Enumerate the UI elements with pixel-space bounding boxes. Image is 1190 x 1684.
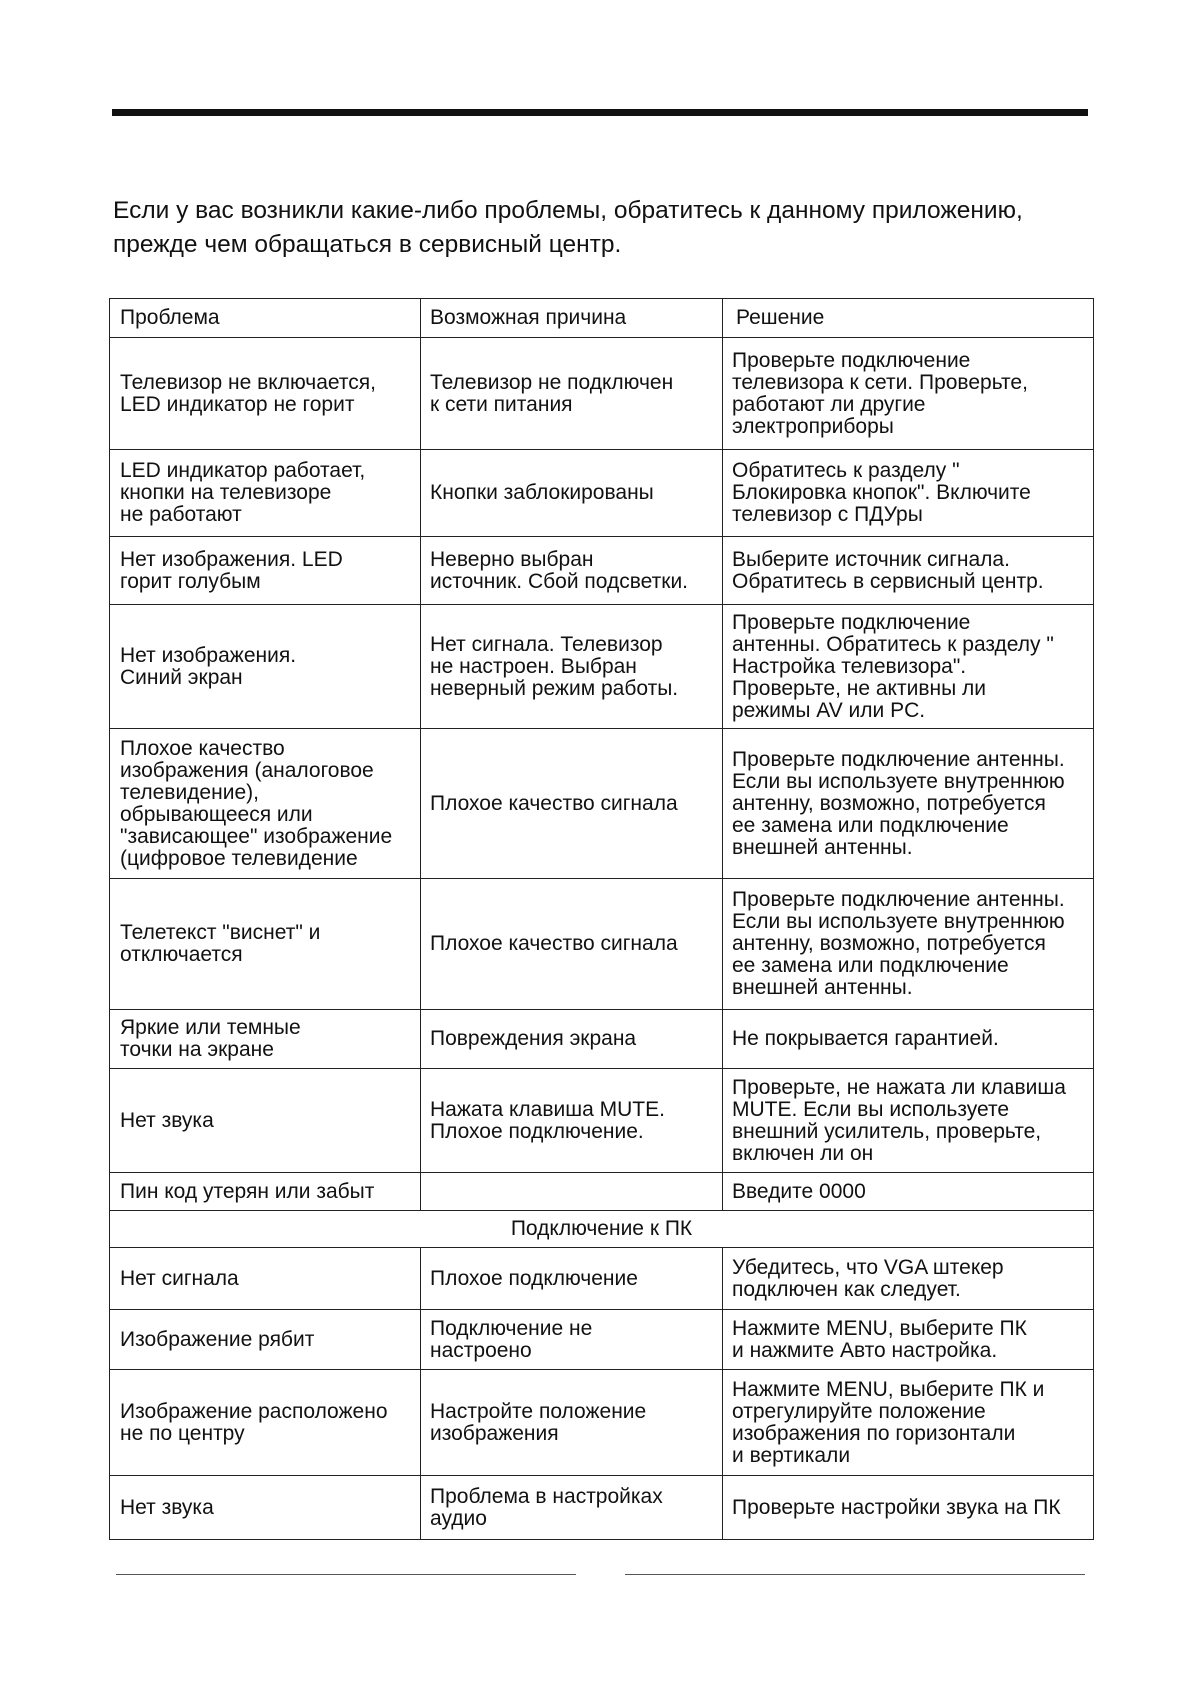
cell-problem: Пин код утерян или забыт xyxy=(110,1173,421,1211)
intro-paragraph: Если у вас возникли какие-либо проблемы, обратитесь к данному приложению, прежде чем обращаться в сервисный центр. xyxy=(113,197,1023,258)
cell-problem: Нет сигнала xyxy=(110,1248,421,1310)
cell-cause: Плохое качество сигнала xyxy=(421,729,723,879)
cell-solution: Проверьте подключение антенны. Если вы используете внутреннюю антенну, возможно, потребуется ее замена или подключение внешней антенны. xyxy=(723,879,1094,1010)
cell-problem: Нет изображения. LED горит голубым xyxy=(110,537,421,605)
cell-solution: Проверьте подключение антенны. Если вы используете внутреннюю антенну, возможно, потребуется ее замена или подключение внешней антенны. xyxy=(723,729,1094,879)
cell-problem: Нет звука xyxy=(110,1476,421,1540)
cell-problem: Изображение рябит xyxy=(110,1310,421,1370)
table-row xyxy=(110,1248,1094,1310)
cell-solution: Проверьте, не нажата ли клавиша MUTE. Если вы используете внешний усилитель, проверьте, включен ли он xyxy=(723,1069,1094,1173)
cell-cause: Настройте положение изображения xyxy=(421,1370,723,1476)
cell-solution: Введите 0000 xyxy=(723,1173,1094,1211)
cell-cause: Повреждения экрана xyxy=(421,1010,723,1069)
cell-solution: Нажмите MENU, выберите ПК и отрегулируйте положение изображения по горизонтали и вертикали xyxy=(723,1370,1094,1476)
table-row xyxy=(110,450,1094,537)
section-row xyxy=(110,1211,1094,1248)
cell-solution: Не покрывается гарантией. xyxy=(723,1010,1094,1069)
cell-solution: Проверьте подключение антенны. Обратитесь к разделу " Настройка телевизора". Проверьте, не активны ли режимы AV или PC. xyxy=(723,605,1094,729)
table-row xyxy=(110,1370,1094,1476)
cell-cause xyxy=(421,1173,723,1211)
table-row xyxy=(110,1069,1094,1173)
cell-problem: Нет звука xyxy=(110,1069,421,1173)
cell-solution: Проверьте подключение телевизора к сети. Проверьте, работают ли другие электроприборы xyxy=(723,338,1094,450)
header-problem: Проблема xyxy=(110,299,421,338)
table-row xyxy=(110,1173,1094,1211)
section-title-pc: Подключение к ПК xyxy=(110,1211,1094,1248)
header-cause: Возможная причина xyxy=(421,299,723,338)
table-row xyxy=(110,879,1094,1010)
cell-solution: Проверьте настройки звука на ПК xyxy=(723,1476,1094,1540)
table-row xyxy=(110,1010,1094,1069)
cell-problem: Телевизор не включается, LED индикатор не горит xyxy=(110,338,421,450)
troubleshooting-table xyxy=(109,298,1094,1540)
cell-cause: Нет сигнала. Телевизор не настроен. Выбран неверный режим работы. xyxy=(421,605,723,729)
table-header-row xyxy=(110,299,1094,338)
cell-cause: Плохое подключение xyxy=(421,1248,723,1310)
cell-problem: Изображение расположено не по центру xyxy=(110,1370,421,1476)
table-row xyxy=(110,537,1094,605)
header-solution: Решение xyxy=(723,299,1094,338)
table-row xyxy=(110,1476,1094,1540)
cell-problem: Плохое качество изображения (аналоговое телевидение), обрывающееся или "зависающее" изображение (цифровое телевидение xyxy=(110,729,421,879)
cell-cause: Неверно выбран источник. Сбой подсветки. xyxy=(421,537,723,605)
cell-problem: LED индикатор работает, кнопки на телевизоре не работают xyxy=(110,450,421,537)
cell-problem: Телетекст "виснет" и отключается xyxy=(110,879,421,1010)
cell-solution: Обратитесь к разделу " Блокировка кнопок". Включите телевизор с ПДУры xyxy=(723,450,1094,537)
cell-solution: Убедитесь, что VGA штекер подключен как следует. xyxy=(723,1248,1094,1310)
cell-problem: Нет изображения. Синий экран xyxy=(110,605,421,729)
cell-cause: Плохое качество сигнала xyxy=(421,879,723,1010)
cell-cause: Проблема в настройках аудио xyxy=(421,1476,723,1540)
top-rule xyxy=(112,109,1088,116)
footer-rule-left xyxy=(116,1574,576,1575)
cell-cause: Нажата клавиша MUTE. Плохое подключение. xyxy=(421,1069,723,1173)
table-row xyxy=(110,1310,1094,1370)
table-row xyxy=(110,729,1094,879)
cell-problem: Яркие или темные точки на экране xyxy=(110,1010,421,1069)
table-row xyxy=(110,338,1094,450)
cell-solution: Выберите источник сигнала. Обратитесь в сервисный центр. xyxy=(723,537,1094,605)
footer-rule-right xyxy=(625,1574,1085,1575)
cell-solution: Нажмите MENU, выберите ПК и нажмите Авто настройка. xyxy=(723,1310,1094,1370)
cell-cause: Телевизор не подключен к сети питания xyxy=(421,338,723,450)
cell-cause: Подключение не настроено xyxy=(421,1310,723,1370)
cell-cause: Кнопки заблокированы xyxy=(421,450,723,537)
table-row xyxy=(110,605,1094,729)
